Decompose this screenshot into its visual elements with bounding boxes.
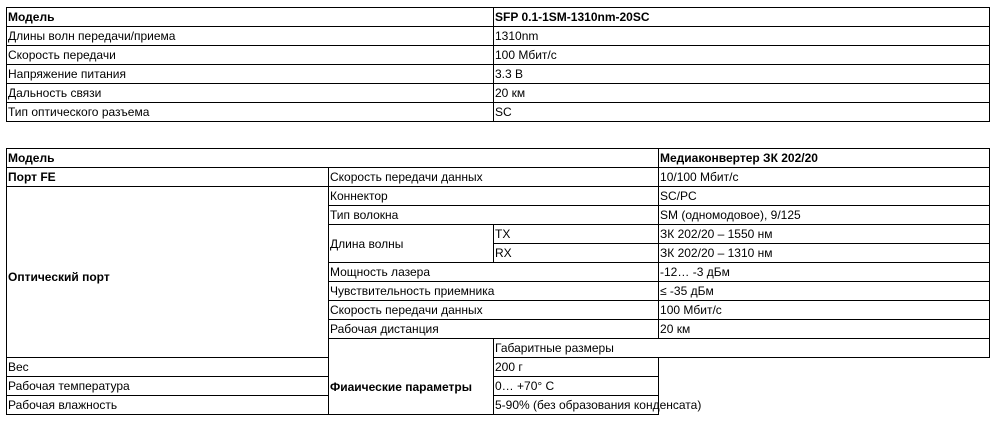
row-value: SM (одномодовое), 9/125 — [659, 206, 990, 225]
table-row — [7, 358, 990, 377]
table-header-row — [7, 8, 990, 27]
row-label: Вес — [7, 358, 494, 377]
fe-port-label: Порт FE — [7, 168, 329, 187]
row-label: Скорость передачи данных — [329, 301, 659, 320]
row-label: Рабочая дистанция — [329, 320, 659, 339]
row-label: Дальность связи — [7, 84, 494, 103]
optical-port-label: Оптический порт — [7, 187, 329, 358]
table-row — [7, 27, 990, 46]
row-value: 100 Мбит/с — [659, 301, 990, 320]
table-row — [7, 168, 990, 187]
row-value: ЗК 202/20 – 1310 нм — [659, 244, 990, 263]
row-label: Тип волокна — [329, 206, 659, 225]
row-label: Чувствительность приемника — [329, 282, 659, 301]
sfp-spec-table — [6, 7, 990, 122]
row-label: Мощность лазера — [329, 263, 659, 282]
row-value: SC/PC — [659, 187, 990, 206]
table-row — [7, 377, 990, 396]
row-value: -12… -3 дБм — [659, 263, 990, 282]
tx-label: TX — [494, 225, 659, 244]
table-row — [7, 65, 990, 84]
table-row — [7, 46, 990, 65]
row-label: Рабочая температура — [7, 377, 494, 396]
row-value: 5-90% (без образования конденсата) — [494, 396, 659, 415]
physical-params-label: Фиаические параметры — [329, 339, 494, 415]
model-label: Модель — [7, 149, 659, 168]
row-label: Скорость передачи — [7, 46, 494, 65]
row-value: 0… +70° С — [494, 377, 659, 396]
row-value: 10/100 Мбит/с — [659, 168, 990, 187]
row-value: ЗК 202/20 – 1550 нм — [659, 225, 990, 244]
table-row — [7, 187, 990, 206]
table-row — [7, 84, 990, 103]
rx-label: RX — [494, 244, 659, 263]
row-label: Скорость передачи данных — [329, 168, 659, 187]
row-label: Напряжение питания — [7, 65, 494, 84]
row-label: Рабочая влажность — [7, 396, 494, 415]
row-label: Тип оптического разъема — [7, 103, 494, 122]
row-value: ≤ -35 дБм — [659, 282, 990, 301]
row-value: 3.3 В — [494, 65, 990, 84]
row-value: 20 км — [659, 320, 990, 339]
row-label: Длины волн передачи/приема — [7, 27, 494, 46]
row-label: Коннектор — [329, 187, 659, 206]
table-row — [7, 396, 990, 415]
model-value: SFP 0.1-1SM-1310nm-20SC — [494, 8, 990, 27]
row-value: 100 Мбит/с — [494, 46, 990, 65]
model-value: Медиаконвертер ЗК 202/20 — [659, 149, 990, 168]
row-value: 200 г — [494, 358, 659, 377]
row-value: 1310nm — [494, 27, 990, 46]
model-label: Модель — [7, 8, 494, 27]
row-label: Габаритные размеры — [494, 339, 990, 358]
table-row — [7, 103, 990, 122]
row-label: Длина волны — [329, 225, 494, 263]
row-value: SC — [494, 103, 990, 122]
converter-spec-table — [6, 148, 990, 415]
row-value: 20 км — [494, 84, 990, 103]
table-header-row — [7, 149, 990, 168]
